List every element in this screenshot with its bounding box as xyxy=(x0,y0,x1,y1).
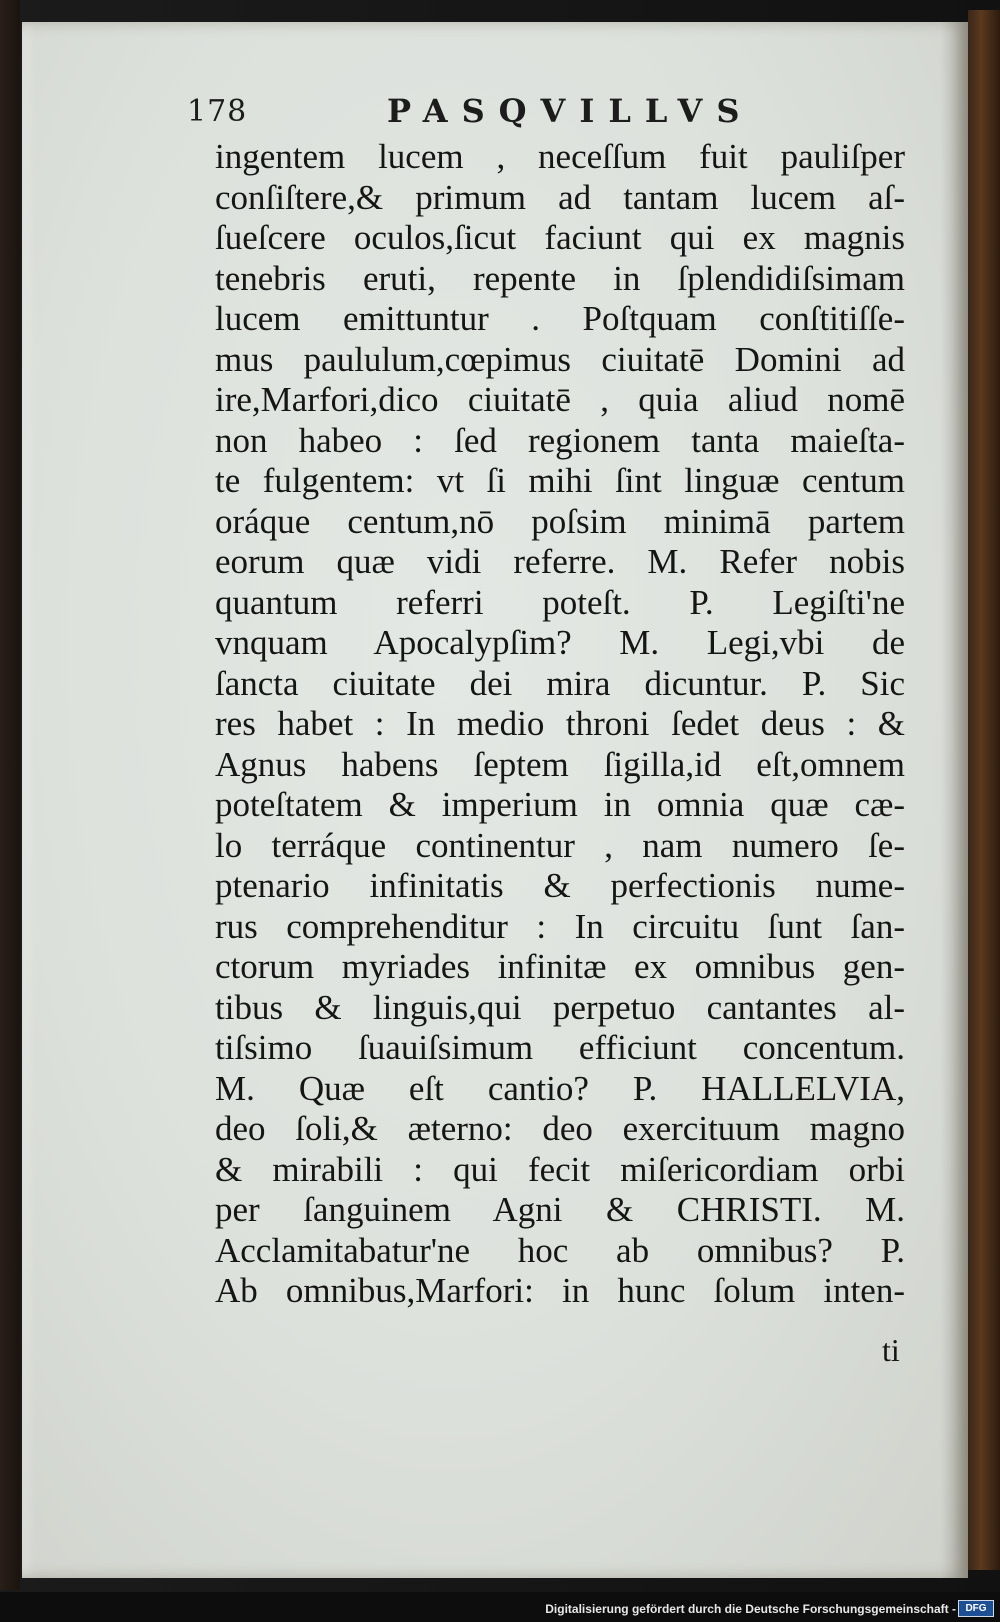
text-line: lucem emittuntur . Poſtquam conſtitiſſe- xyxy=(215,299,905,338)
catchword: ti xyxy=(882,1332,900,1368)
footer-credit: Digitalisierung gefördert durch die Deutsche Forschungsgemeinschaft - xyxy=(545,1602,956,1616)
text-line: Acclamitabatur'ne hoc ab omnibus? P. xyxy=(215,1230,905,1270)
text-line: mus paululum,cœpimus ciuitatē Domini ad xyxy=(215,339,905,379)
dfg-logo: DFG xyxy=(958,1600,994,1617)
text-line: ptenario infinitatis & perfectionis nume- xyxy=(215,866,905,905)
text-line: ctorum myriades infinitæ ex omnibus gen- xyxy=(215,947,905,986)
text-line: vnquam Apocalypſim? M. Legi,vbi de xyxy=(215,623,905,662)
text-line: conſiſtere,& primum ad tantam lucem aſ- xyxy=(215,177,905,217)
text-line: tibus & linguis,qui perpetuo cantantes al- xyxy=(215,987,905,1027)
digitization-footer xyxy=(0,1592,1000,1622)
text-block xyxy=(215,137,905,1312)
page-number: 178 xyxy=(187,94,248,129)
text-line: & mirabili : qui fecit miſericordiam orbi xyxy=(215,1149,905,1189)
book-cover-left xyxy=(0,0,20,1590)
text-line: te fulgentem: vt ſi mihi ſint linguæ centum xyxy=(215,461,905,500)
text-line: quantum referri poteſt. P. Legiſti'ne xyxy=(215,582,905,622)
text-line: lo terráque continentur , nam numero ſe- xyxy=(215,825,905,865)
text-line: res habet : In medio throni ſedet deus : & xyxy=(215,704,905,743)
text-line: per ſanguinem Agni & CHRISTI. M. xyxy=(215,1190,905,1229)
text-line: ire,Marfori,dico ciuitatē , quia aliud nomē xyxy=(215,380,905,419)
text-line: tenebris eruti, repente in ſplendidiſsimam xyxy=(215,258,905,298)
text-line: deo ſoli,& æterno: deo exercituum magno xyxy=(215,1109,905,1148)
text-line: rus comprehenditur : In circuitu ſunt ſan- xyxy=(215,906,905,946)
text-line: poteſtatem & imperium in omnia quæ cæ- xyxy=(215,785,905,824)
text-line: Ab omnibus,Marfori: in hunc ſolum inten- xyxy=(215,1271,905,1310)
text-line: oráque centum,nō poſsim minimā partem xyxy=(215,501,905,541)
running-head: PASQVILLVS xyxy=(387,92,754,130)
text-line: non habeo : ſed regionem tanta maieſta- xyxy=(215,420,905,460)
text-line: M. Quæ eſt cantio? P. HALLELVIA, xyxy=(215,1068,905,1108)
text-line: eorum quæ vidi referre. M. Refer nobis xyxy=(215,542,905,581)
text-line: ſueſcere oculos,ſicut faciunt qui ex magnis xyxy=(215,218,905,257)
book-cover-right xyxy=(968,10,1000,1570)
text-line: ſancta ciuitate dei mira dicuntur. P. Sic xyxy=(215,663,905,703)
book-page xyxy=(22,22,968,1578)
text-line: ingentem lucem , neceſſum fuit pauliſper xyxy=(215,137,905,176)
text-line: Agnus habens ſeptem ſigilla,id eſt,omnem xyxy=(215,744,905,784)
text-line: tiſsimo ſuauiſsimum efficiunt concentum. xyxy=(215,1028,905,1067)
